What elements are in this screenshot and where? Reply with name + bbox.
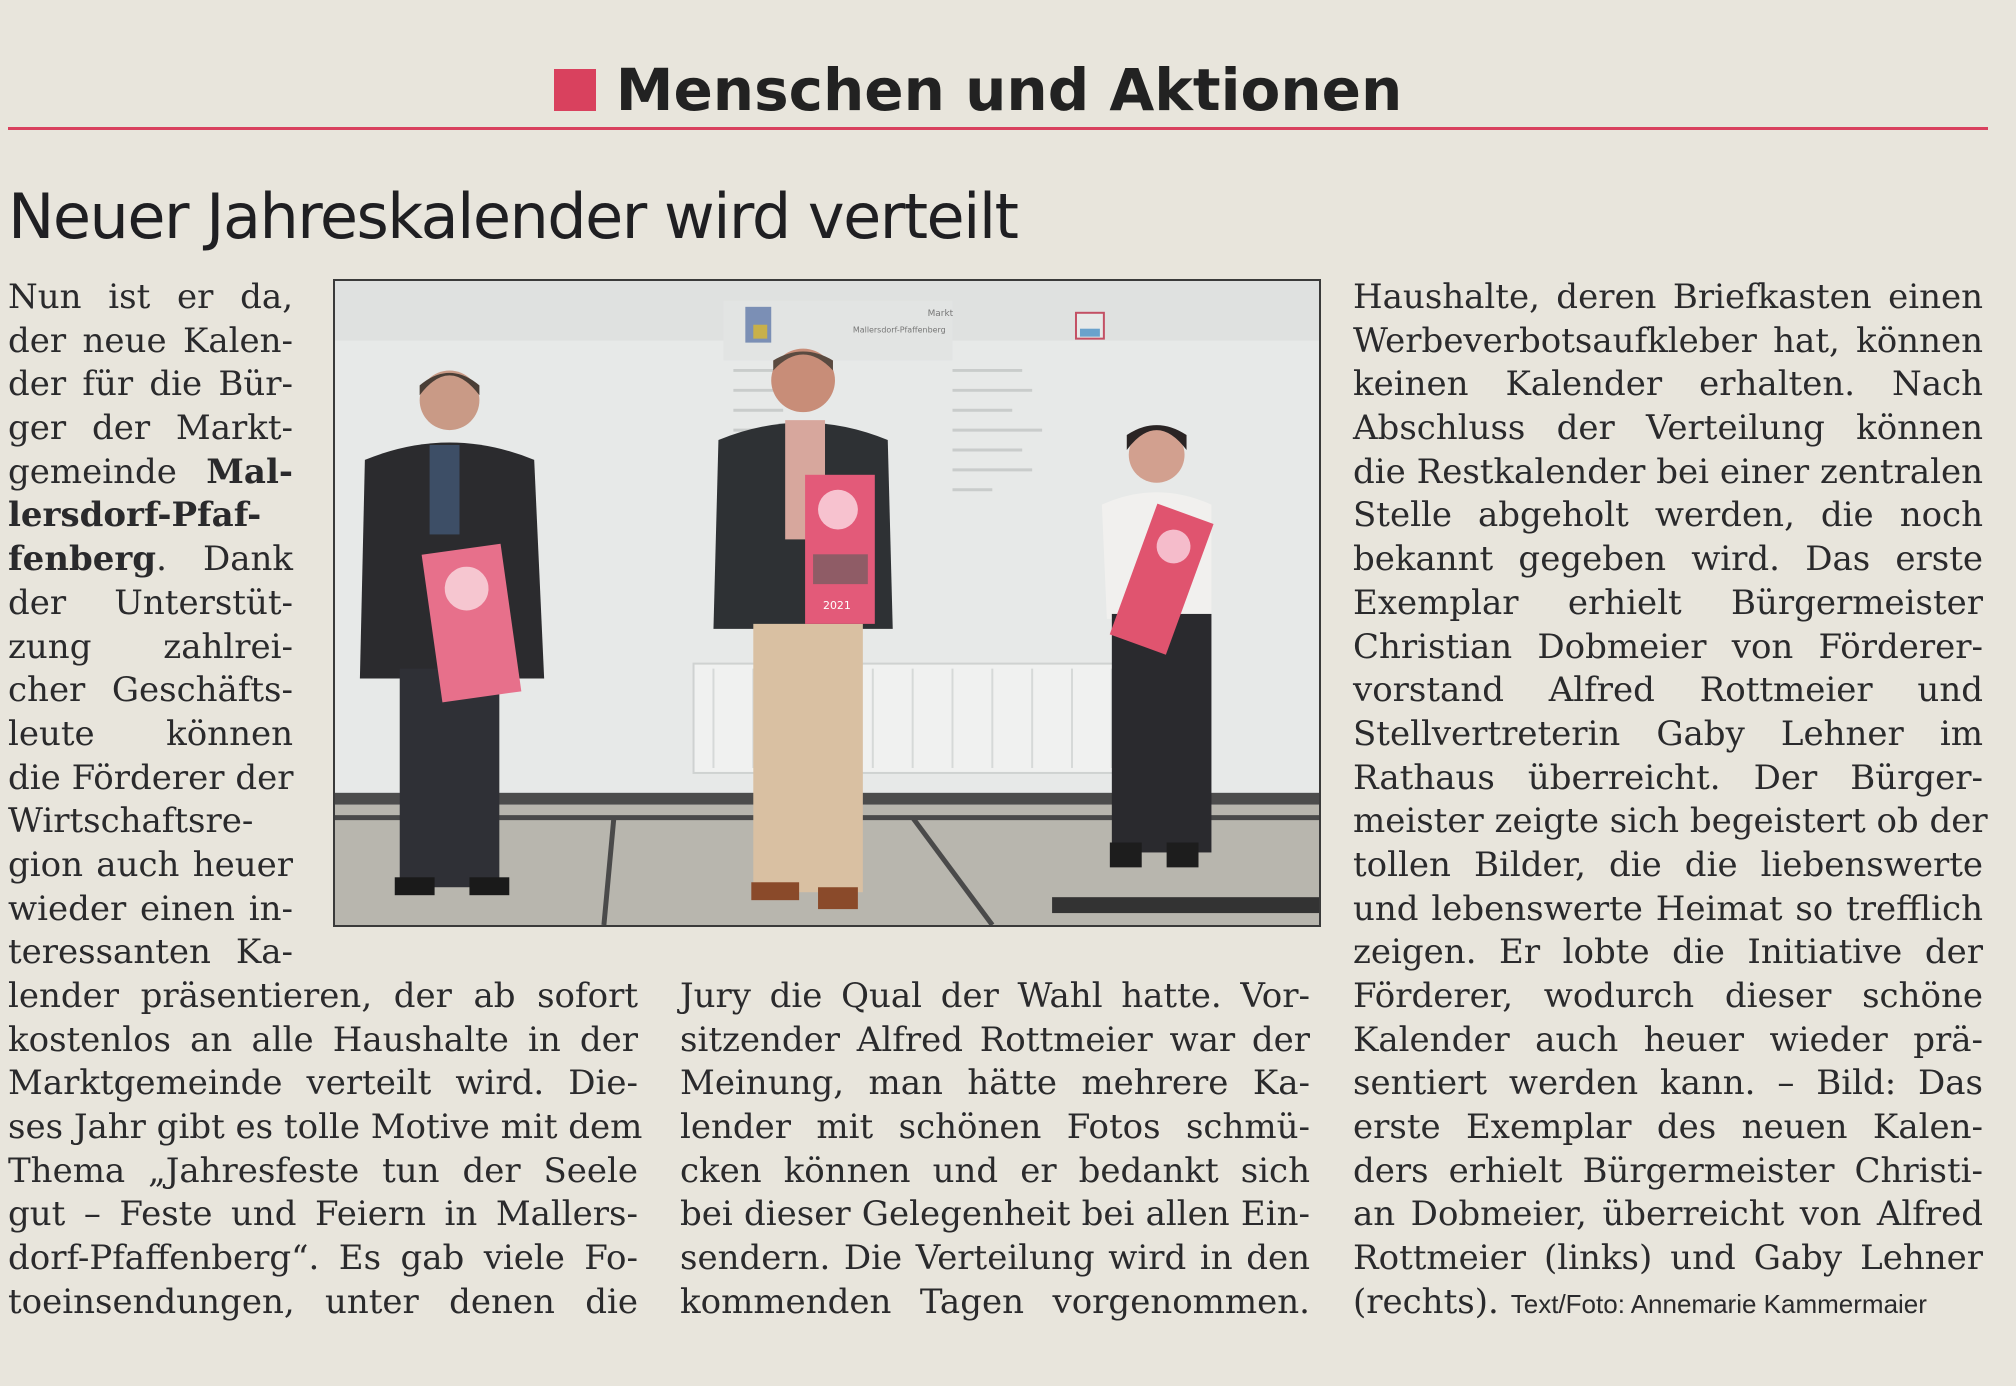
text-line: vorstand Alfred Rottmeier und <box>1353 670 1983 711</box>
text-line: (rechts). Text/Foto: Annemarie Kammermaier <box>1353 1281 1927 1322</box>
text-line: bekannt gegeben wird. Das erste <box>1353 539 1983 580</box>
text-line: tollen Bilder, die die liebenswerte <box>1353 844 1983 885</box>
text-line: Marktgemeinde verteilt wird. Die- <box>8 1063 638 1104</box>
photo-sign-line1: Markt <box>927 308 954 319</box>
text-line: gion auch heuer <box>8 844 293 885</box>
photo-sign-line2: Mallersdorf-Pfaffenberg <box>852 325 946 335</box>
article-photo <box>333 279 1321 927</box>
text-line: kostenlos an alle Haushalte in der <box>8 1019 638 1060</box>
text-line: Wirtschaftsre- <box>8 801 254 842</box>
text-line: der neue Kalen- <box>8 320 293 361</box>
text-line: leute können <box>8 713 293 754</box>
section-marker <box>554 69 596 111</box>
text-line: Stellvertreterin Gaby Lehner im <box>1353 713 1983 754</box>
text-line: zeigen. Er lobte die Initiative der <box>1353 932 1983 973</box>
text-line: zung zahlrei- <box>8 626 293 667</box>
text-line: cher Geschäfts- <box>8 670 293 711</box>
section-header <box>0 55 1986 125</box>
text-line: dorf-Pfaffenberg“. Es gab viele Fo- <box>8 1238 638 1279</box>
text-line: der für die Bür- <box>8 364 293 405</box>
text-line: sendern. Die Verteilung wird in den <box>680 1238 1310 1279</box>
section-rule <box>8 127 1988 130</box>
text-line: sentiert werden kann. – Bild: Das <box>1353 1063 1983 1104</box>
text-line: Haushalte, deren Briefkasten einen <box>1353 277 1983 317</box>
photo-credit: Text/Foto: Annemarie Kammermaier <box>1510 1288 1927 1319</box>
text-line: ders erhielt Bürgermeister Christi- <box>1353 1150 1983 1191</box>
text-line: die Förderer der <box>8 757 294 798</box>
text-line: fenberg. Dank <box>8 539 293 580</box>
text-line: gemeinde Mal- <box>8 451 293 492</box>
text-line: ses Jahr gibt es tolle Motive mit dem <box>8 1107 643 1148</box>
text-line: Kalender auch heuer wieder prä- <box>1353 1019 1983 1060</box>
text-line: toeinsendungen, unter denen die <box>8 1281 638 1322</box>
text-line: Thema „Jahresfeste tun der Seele <box>8 1150 638 1191</box>
text-line: Exemplar erhielt Bürgermeister <box>1353 582 1983 623</box>
article-column-3 <box>1353 276 1988 1325</box>
article-headline: Neuer Jahreskalender wird verteilt <box>8 180 1018 253</box>
text-line: lersdorf-Pfaf- <box>8 495 262 536</box>
text-line: Förderer, wodurch dieser schöne <box>1353 976 1983 1016</box>
text-line: Nun ist er da, <box>8 277 293 317</box>
text-line: Rathaus überreicht. Der Bürger- <box>1353 757 1983 798</box>
text-line: meister zeigte sich begeistert ob der <box>1353 801 1988 842</box>
photo-illustration <box>335 281 1319 925</box>
text-line: wieder einen in- <box>8 888 293 929</box>
text-line: an Dobmeier, überreicht von Alfred <box>1353 1194 1983 1235</box>
text-line: Stelle abgeholt werden, die noch <box>1353 495 1983 536</box>
text-line: Meinung, man hätte mehrere Ka- <box>680 1063 1310 1104</box>
text-line: cken können und er bedankt sich <box>680 1150 1310 1191</box>
text-line: Jury die Qual der Wahl hatte. Vor- <box>680 976 1310 1016</box>
text-line: die Restkalender bei einer zentralen <box>1353 451 1983 492</box>
text-line: Christian Dobmeier von Förderer- <box>1353 626 1983 667</box>
photo-calendar-year: 2021 <box>823 598 851 612</box>
article-column-narrow <box>8 276 293 975</box>
text-line: ger der Markt- <box>8 408 293 449</box>
text-line: kommenden Tagen vorgenommen. <box>680 1281 1310 1322</box>
text-line: bei dieser Gelegenheit bei allen Ein- <box>680 1194 1310 1235</box>
text-line: und lebenswerte Heimat so trefflich <box>1353 888 1983 929</box>
text-line: lender mit schönen Fotos schmü- <box>680 1107 1310 1148</box>
text-line: lender präsentieren, der ab sofort <box>8 976 638 1016</box>
text-line: Werbeverbotsaufkleber hat, können <box>1353 320 1983 361</box>
text-line: keinen Kalender erhalten. Nach <box>1353 364 1983 405</box>
section-title: Menschen und Aktionen <box>615 56 1403 124</box>
text-line: gut – Feste und Feiern in Mallers- <box>8 1194 638 1235</box>
text-line: teressanten Ka- <box>8 932 293 973</box>
article-column-1 <box>8 975 643 1325</box>
text-line: Abschluss der Verteilung können <box>1353 408 1983 449</box>
article-column-2 <box>680 975 1310 1325</box>
text-line: erste Exemplar des neuen Kalen- <box>1353 1107 1983 1148</box>
text-line: Rottmeier (links) und Gaby Lehner <box>1353 1238 1983 1279</box>
text-line: der Unterstüt- <box>8 582 293 623</box>
text-line: sitzender Alfred Rottmeier war der <box>680 1019 1310 1060</box>
